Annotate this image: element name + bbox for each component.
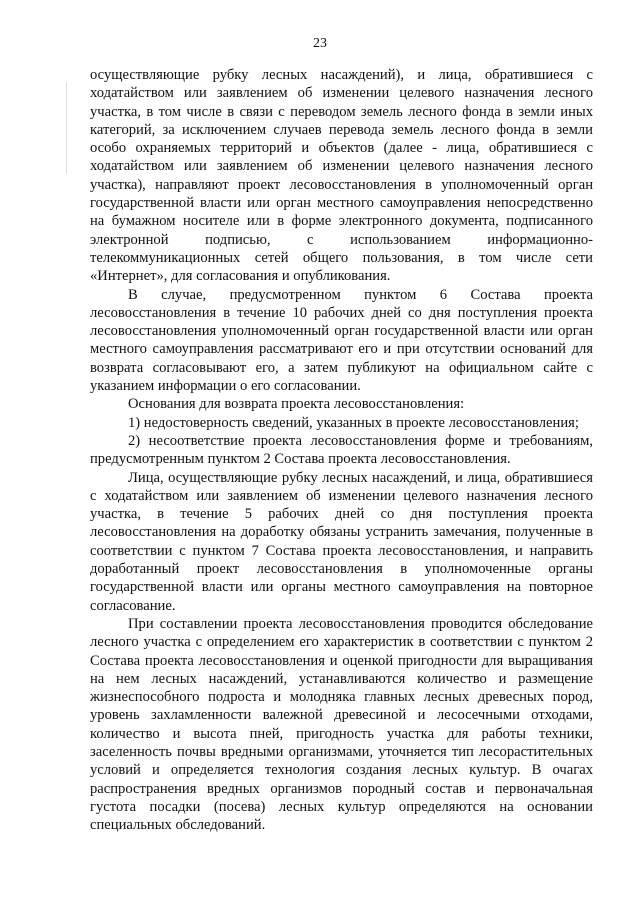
list-item-form-mismatch: 2) несоответствие проекта лесовосстановления форме и требованиям, предусмотренным пунктом 2 Состава проекта лесовосстановления. [90, 432, 593, 468]
paragraph-return-grounds: Основания для возврата проекта лесовосстановления: [128, 396, 465, 413]
page-number: 23 [313, 36, 327, 51]
paragraph-continuation: осуществляющие рубку лесных насаждений), и лица, обратившиеся с ходатайством или заявлением об изменении целевого назначения лесного участка, в том числе в связи с переводом земель лесного фонда в земли иных категорий, за исключением случаев перевода земель лесного фонда в земли особо охраняемых территорий и объектов (далее - лица, обратившиеся с ходатайством или заявлением об изменении целевого назначения лесного участка), направляют проект лесовосстановления в уполномоченный орган государственной власти или орган местного самоуправления непосредственно на бумажном носителе или в форме электронного документа, подписанного электронной подписью, с использованием информационно-телекоммуникационных сетей общего пользования, в том числе сети «Интернет», для согласования и опубликования. [90, 67, 593, 285]
margin-mark [66, 82, 67, 174]
document-text [90, 66, 593, 834]
paragraph-approval-period: В случае, предусмотренном пунктом 6 Состава проекта лесовосстановления в течение 10 рабочих дней со дня поступления проекта лесовосстановления уполномоченный орган государственной власти или орган местного самоуправления рассматривают его и при отсутствии оснований для возврата согласовывают его, а затем публикуют на официальном сайте с указанием информации о его согласовании. [90, 286, 593, 395]
paragraph-site-survey: При составлении проекта лесовосстановления проводится обследование лесного участка с определением его характеристик в соответствии с пунктом 2 Состава проекта лесовосстановления и оценкой пригодности для выращивания на нем лесных насаждений, устанавливаются количество и размещение жизнеспособного подроста и молодняка главных лесных древесных пород, уровень захламленности валежной древесиной и лесосечными отходами, количество и высота пней, пригодность участка для работы техники, заселенность почвы вредными организмами, уточняется тип лесорастительных условий и определяется технология создания лесных культур. В очагах распространения вредных организмов породный состав и первоначальная густота посадки (посева) лесных культур определяются на основании специальных обследований. [90, 615, 593, 834]
list-item-unreliable-info: 1) недостоверность сведений, указанных в проекте лесовосстановления; [128, 414, 579, 431]
paragraph-revision: Лица, осуществляющие рубку лесных насаждений, и лица, обратившиеся с ходатайством или заявлением об изменении целевого назначения лесного участка, в течение 5 рабочих дней со дня поступления проекта лесовосстановления на доработку обязаны устранить замечания, полученные в соответствии с пунктом 7 Состава проекта лесовосстановления, и направить доработанный проект лесовосстановления в уполномоченные органы государственной власти или органы местного самоуправления на повторное согласование. [90, 469, 593, 614]
